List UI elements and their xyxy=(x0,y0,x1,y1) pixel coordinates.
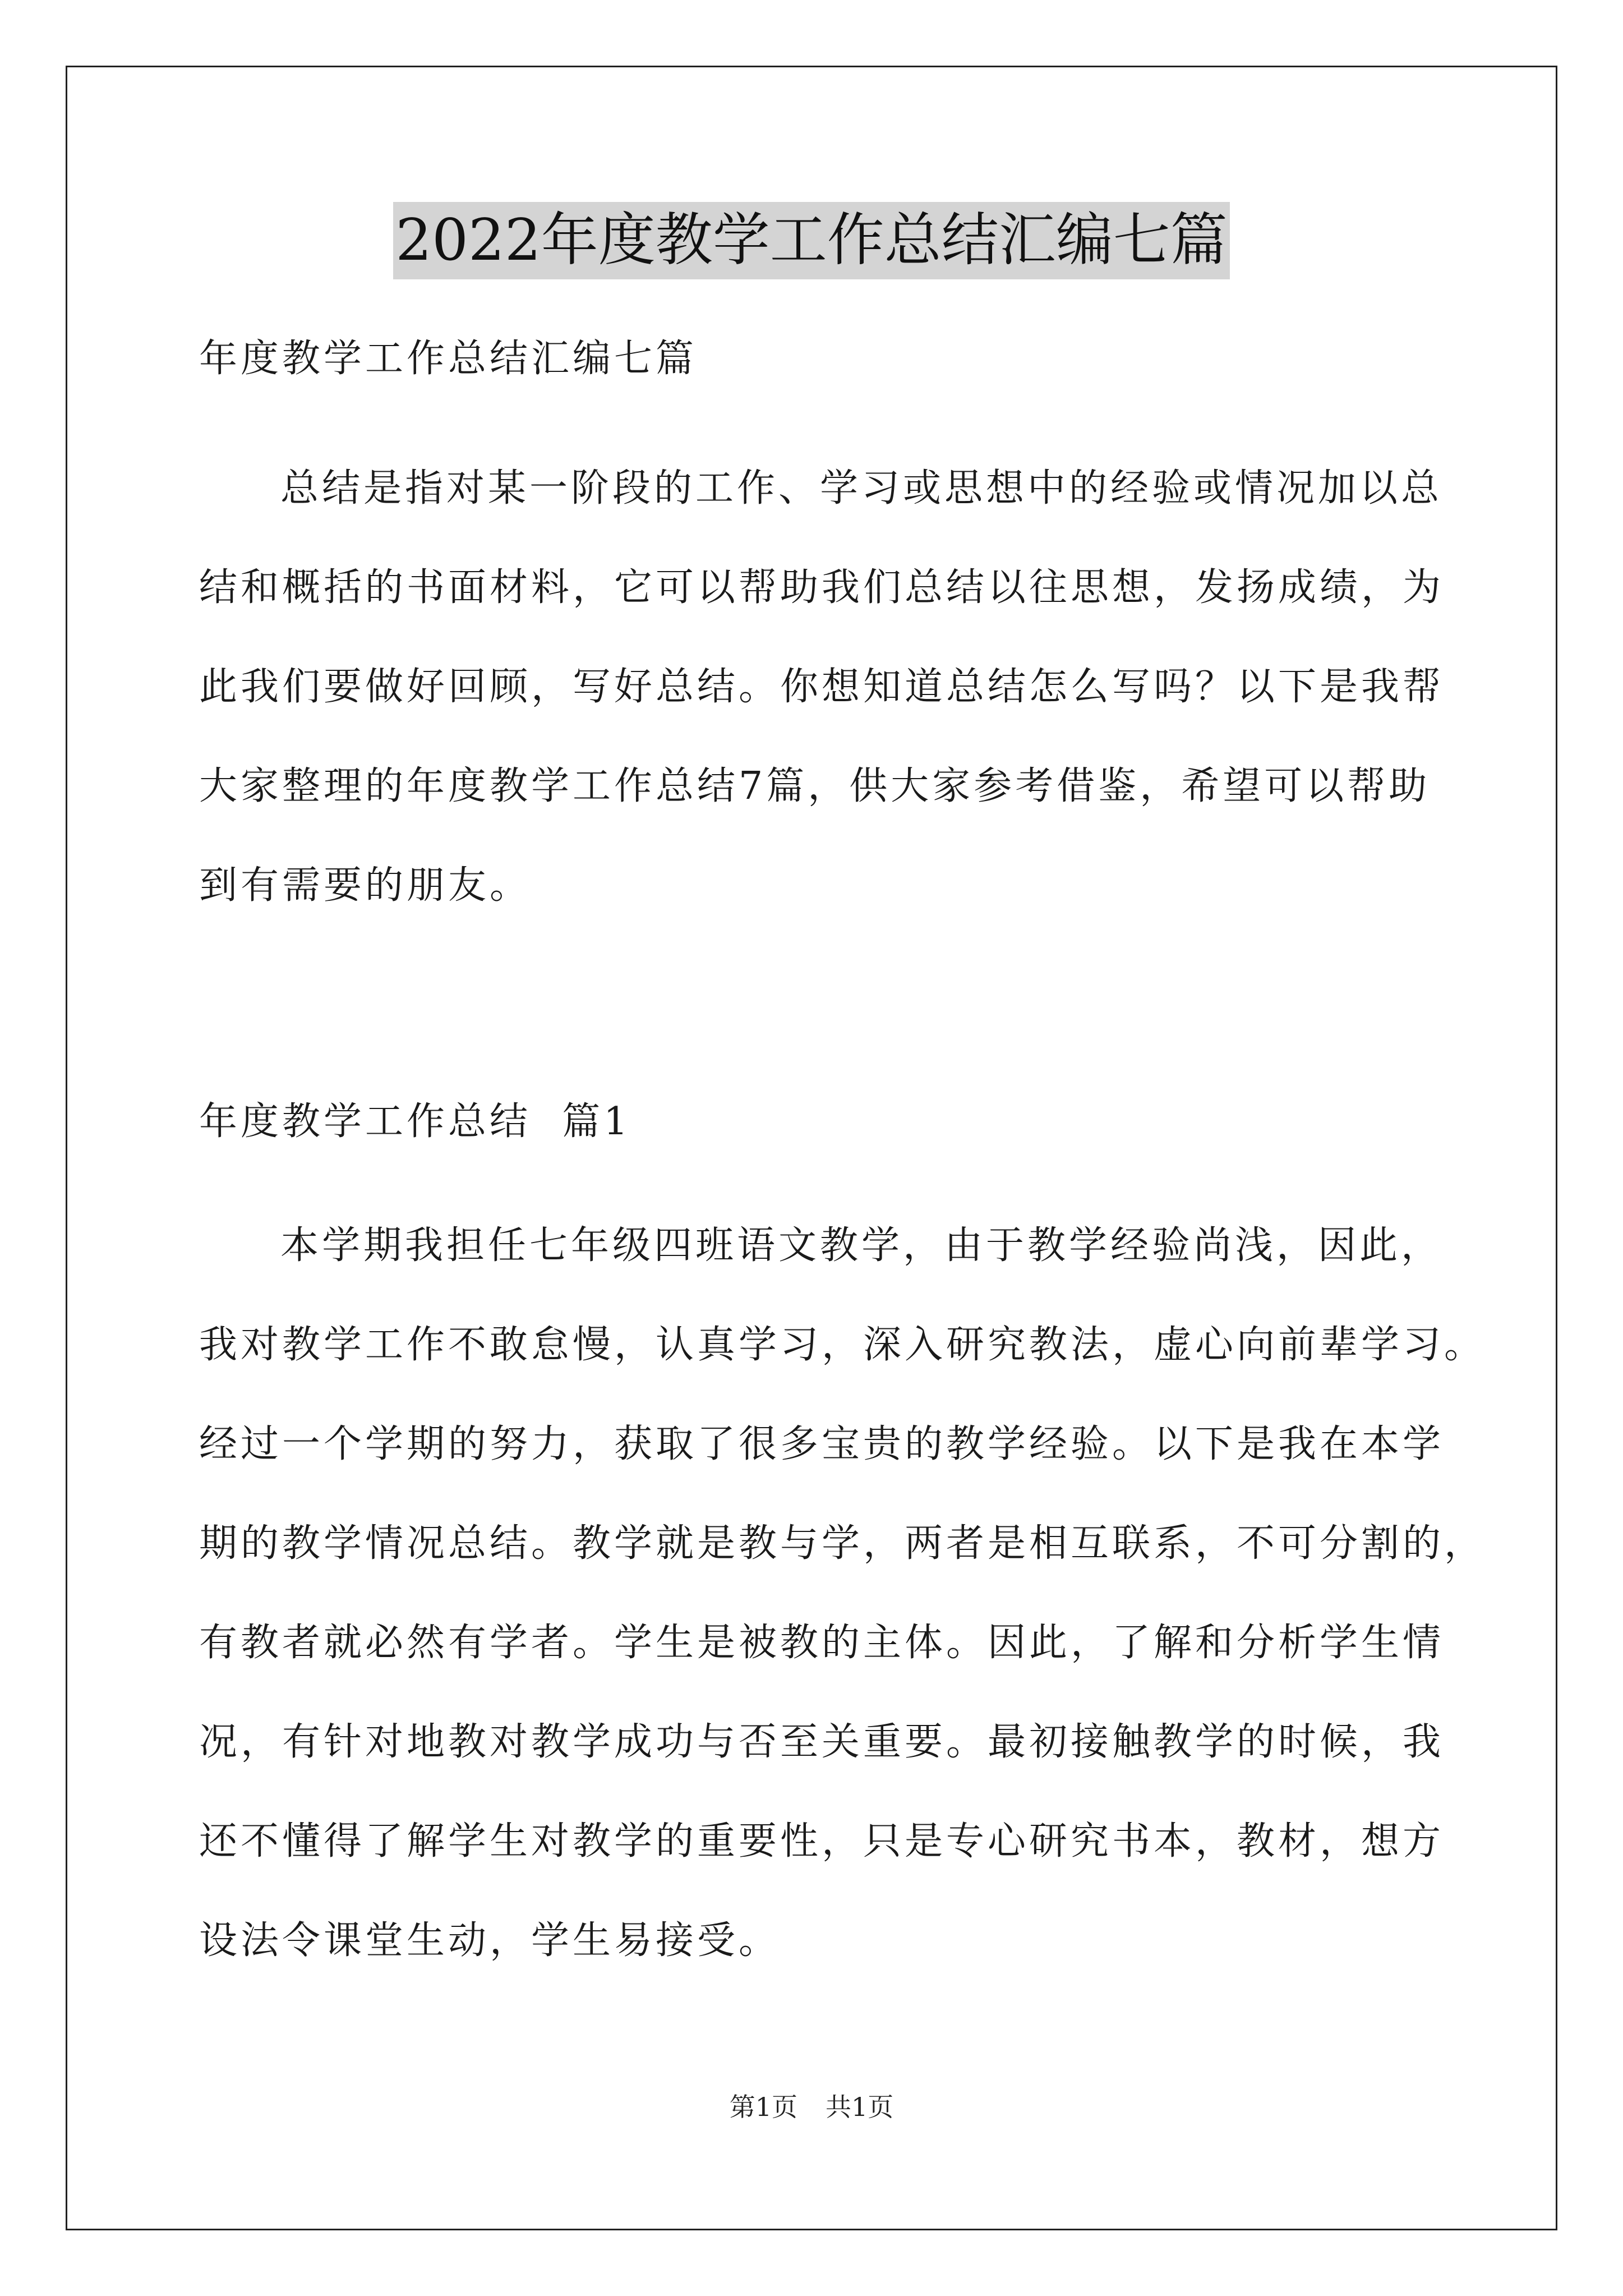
page-number-current: 第1页 xyxy=(729,2092,797,2122)
section1-line: 还不懂得了解学生对教学的重要性，只是专心研究书本，教材，想方 xyxy=(199,1819,1445,1864)
intro-line: 此我们要做好回顾，写好总结。你想知道总结怎么写吗？以下是我帮 xyxy=(199,665,1445,709)
section1-heading: 年度教学工作总结 篇1 xyxy=(199,1099,631,1144)
intro-line: 总结是指对某一阶段的工作、学习或思想中的经验或情况加以总 xyxy=(280,466,1443,510)
section1-line: 经过一个学期的努力，获取了很多宝贵的教学经验。以下是我在本学 xyxy=(199,1422,1445,1466)
section1-line: 期的教学情况总结。教学就是教与学，两者是相互联系，不可分割的， xyxy=(199,1521,1486,1566)
section1-line: 我对教学工作不敢怠慢，认真学习，深入研究教法，虚心向前辈学习。 xyxy=(199,1323,1486,1367)
section1-paragraph xyxy=(199,1196,1486,1990)
document-title: 2022年度教学工作总结汇编七篇 xyxy=(393,202,1230,279)
intro-line: 大家整理的年度教学工作总结7篇，供大家参考借鉴，希望可以帮助 xyxy=(199,764,1431,808)
intro-line: 结和概括的书面材料，它可以帮助我们总结以往思想，发扬成绩，为 xyxy=(199,565,1445,610)
section1-heading-block xyxy=(199,1088,1433,1156)
intro-line: 到有需要的朋友。 xyxy=(199,863,532,908)
section1-line: 况，有针对地教对教学成功与否至关重要。最初接触教学的时候，我 xyxy=(199,1720,1445,1764)
title-container xyxy=(0,202,1623,279)
document-subtitle-block xyxy=(199,325,1433,393)
page-number-total: 共1页 xyxy=(826,2092,894,2122)
section1-line: 有教者就必然有学者。学生是被教的主体。因此，了解和分析学生情 xyxy=(199,1621,1445,1665)
section1-line: 本学期我担任七年级四班语文教学，由于教学经验尚浅，因此， xyxy=(280,1223,1443,1268)
document-subtitle: 年度教学工作总结汇编七篇 xyxy=(199,337,698,381)
page-footer xyxy=(0,2087,1623,2124)
section1-line: 设法令课堂生动，学生易接受。 xyxy=(199,1918,781,1963)
intro-paragraph xyxy=(199,439,1445,935)
